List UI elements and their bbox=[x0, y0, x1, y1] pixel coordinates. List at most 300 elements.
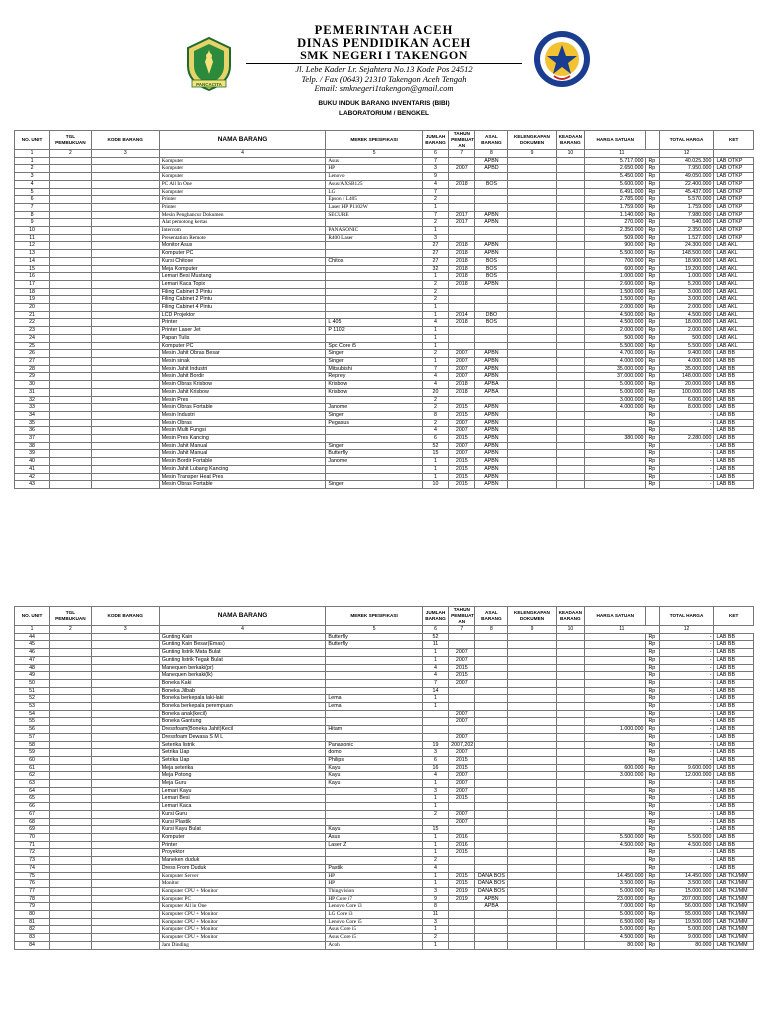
cell-ket: LAB AKL bbox=[714, 288, 754, 296]
cell-tgl bbox=[50, 365, 92, 373]
cell-no: 24 bbox=[15, 334, 50, 342]
cell-merek bbox=[326, 803, 422, 811]
cell-asal bbox=[475, 833, 508, 841]
column-number: 1 bbox=[15, 150, 50, 158]
cell-merek: Philips bbox=[326, 756, 422, 764]
table-row bbox=[15, 157, 754, 165]
table-row bbox=[15, 411, 754, 419]
cell-keadaan bbox=[556, 465, 585, 473]
cell-tahun bbox=[449, 695, 475, 703]
cell-total: 9.000.000 bbox=[659, 934, 714, 942]
cell-ket: LAB BB bbox=[714, 419, 754, 427]
cell-no: 36 bbox=[15, 427, 50, 435]
cell-tahun: 2019 bbox=[449, 895, 475, 903]
cell-tgl bbox=[50, 288, 92, 296]
cell-merek: Kayu bbox=[326, 780, 422, 788]
cell-kelengkapan bbox=[508, 849, 556, 857]
cell-kelengkapan bbox=[508, 211, 556, 219]
cell-kode bbox=[91, 250, 159, 258]
cell-kode bbox=[91, 664, 159, 672]
cell-rp: Rp bbox=[646, 826, 659, 834]
cell-tahun: 2007 bbox=[449, 749, 475, 757]
cell-nama: Boneka Jilbab bbox=[159, 687, 326, 695]
cell-rp: Rp bbox=[646, 795, 659, 803]
cell-merek: Asus bbox=[326, 157, 422, 165]
cell-tahun bbox=[449, 726, 475, 734]
cell-jumlah: 1 bbox=[422, 872, 448, 880]
cell-harga: 4.000.000 bbox=[585, 404, 646, 412]
cell-total: - bbox=[659, 756, 714, 764]
table-row bbox=[15, 849, 754, 857]
cell-jumlah: 1 bbox=[422, 780, 448, 788]
cell-harga bbox=[585, 427, 646, 435]
cell-kode bbox=[91, 365, 159, 373]
cell-no: 56 bbox=[15, 726, 50, 734]
cell-asal bbox=[475, 826, 508, 834]
cell-harga bbox=[585, 695, 646, 703]
table-row bbox=[15, 180, 754, 188]
cell-kode bbox=[91, 481, 159, 489]
cell-tahun bbox=[449, 633, 475, 641]
cell-keadaan bbox=[556, 749, 585, 757]
cell-merek bbox=[326, 288, 422, 296]
cell-ket: LAB TKJ/MM bbox=[714, 934, 754, 942]
cell-tahun: 2007 bbox=[449, 787, 475, 795]
cell-harga bbox=[585, 419, 646, 427]
cell-ket: LAB BB bbox=[714, 641, 754, 649]
cell-merek: HP bbox=[326, 165, 422, 173]
cell-kode bbox=[91, 864, 159, 872]
cell-ket: LAB BB bbox=[714, 741, 754, 749]
col-tgl: TGL PEMBUKUAN bbox=[50, 131, 92, 150]
table-row bbox=[15, 188, 754, 196]
cell-tgl bbox=[50, 458, 92, 466]
cell-ket: LAB BB bbox=[714, 435, 754, 443]
cell-kelengkapan bbox=[508, 250, 556, 258]
cell-keadaan bbox=[556, 234, 585, 242]
cell-kode bbox=[91, 726, 159, 734]
cell-no: 3 bbox=[15, 173, 50, 181]
cell-nama: Printer Laser Jet bbox=[159, 327, 326, 335]
cell-asal: APBN bbox=[475, 280, 508, 288]
cell-kode bbox=[91, 772, 159, 780]
table-row bbox=[15, 810, 754, 818]
cell-merek: Janome bbox=[326, 404, 422, 412]
table-row bbox=[15, 465, 754, 473]
cell-kode bbox=[91, 795, 159, 803]
cell-tahun: 2015 bbox=[449, 849, 475, 857]
cell-nama: Mesin Jahit Bordir bbox=[159, 373, 326, 381]
cell-ket: LAB AKL bbox=[714, 304, 754, 312]
cell-asal bbox=[475, 188, 508, 196]
cell-keadaan bbox=[556, 304, 585, 312]
cell-rp: Rp bbox=[646, 165, 659, 173]
cell-jumlah: 2 bbox=[422, 857, 448, 865]
cell-rp: Rp bbox=[646, 733, 659, 741]
cell-jumlah: 15 bbox=[422, 450, 448, 458]
table-row bbox=[15, 419, 754, 427]
cell-no: 73 bbox=[15, 857, 50, 865]
cell-harga bbox=[585, 465, 646, 473]
table-row bbox=[15, 818, 754, 826]
cell-tgl bbox=[50, 357, 92, 365]
cell-tahun bbox=[449, 342, 475, 350]
cell-kelengkapan bbox=[508, 880, 556, 888]
table-row bbox=[15, 718, 754, 726]
cell-kode bbox=[91, 749, 159, 757]
cell-rp: Rp bbox=[646, 864, 659, 872]
cell-tahun bbox=[449, 641, 475, 649]
cell-merek: Hitam bbox=[326, 726, 422, 734]
cell-total: - bbox=[659, 419, 714, 427]
cell-total: - bbox=[659, 450, 714, 458]
cell-harga: 5.717.000 bbox=[585, 157, 646, 165]
cell-tgl bbox=[50, 833, 92, 841]
cell-tgl bbox=[50, 679, 92, 687]
cell-jumlah: 2 bbox=[422, 419, 448, 427]
cell-harga: 5.000.000 bbox=[585, 388, 646, 396]
col-rp bbox=[646, 131, 659, 150]
cell-no: 51 bbox=[15, 687, 50, 695]
cell-tgl bbox=[50, 165, 92, 173]
cell-kode bbox=[91, 342, 159, 350]
cell-nama: Komputer PC bbox=[159, 895, 326, 903]
cell-asal bbox=[475, 941, 508, 949]
cell-jumlah: 4 bbox=[422, 427, 448, 435]
cell-kode bbox=[91, 764, 159, 772]
cell-nama: Komputer bbox=[159, 188, 326, 196]
cell-asal bbox=[475, 918, 508, 926]
table-2-body bbox=[15, 633, 754, 949]
col-keadaan: KEADAAN BARANG bbox=[556, 607, 585, 626]
cell-merek: Acoh bbox=[326, 941, 422, 949]
cell-kelengkapan bbox=[508, 450, 556, 458]
cell-tahun: 2007 bbox=[449, 810, 475, 818]
cell-total: 1.759.000 bbox=[659, 203, 714, 211]
cell-no: 42 bbox=[15, 473, 50, 481]
cell-tgl bbox=[50, 227, 92, 235]
cell-asal: APBN bbox=[475, 435, 508, 443]
cell-no: 69 bbox=[15, 826, 50, 834]
cell-jumlah: 7 bbox=[422, 157, 448, 165]
cell-nama: Monitor Asus bbox=[159, 242, 326, 250]
cell-no: 16 bbox=[15, 273, 50, 281]
cell-jumlah: 19 bbox=[422, 741, 448, 749]
cell-kelengkapan bbox=[508, 319, 556, 327]
cell-total: 40.025.300 bbox=[659, 157, 714, 165]
table-row bbox=[15, 926, 754, 934]
cell-rp: Rp bbox=[646, 803, 659, 811]
cell-kode bbox=[91, 411, 159, 419]
cell-tgl bbox=[50, 211, 92, 219]
cell-keadaan bbox=[556, 319, 585, 327]
cell-jumlah: 9 bbox=[422, 895, 448, 903]
cell-no: 32 bbox=[15, 396, 50, 404]
cell-kelengkapan bbox=[508, 365, 556, 373]
cell-rp: Rp bbox=[646, 157, 659, 165]
cell-asal bbox=[475, 934, 508, 942]
cell-harga: 2.350.000 bbox=[585, 227, 646, 235]
cell-tgl bbox=[50, 795, 92, 803]
cell-kode bbox=[91, 803, 159, 811]
col-asal: ASAL BARANG bbox=[475, 131, 508, 150]
cell-jumlah: 15 bbox=[422, 826, 448, 834]
cell-harga bbox=[585, 664, 646, 672]
cell-kelengkapan bbox=[508, 756, 556, 764]
cell-nama: Lemari Besi bbox=[159, 795, 326, 803]
cell-kode bbox=[91, 849, 159, 857]
cell-nama: Komputer bbox=[159, 173, 326, 181]
cell-ket: LAB BB bbox=[714, 764, 754, 772]
cell-tgl bbox=[50, 234, 92, 242]
col-harga: HARGA SATUAN bbox=[585, 607, 646, 626]
cell-tgl bbox=[50, 872, 92, 880]
cell-kelengkapan bbox=[508, 741, 556, 749]
cell-rp: Rp bbox=[646, 764, 659, 772]
cell-tahun: 2018 bbox=[449, 242, 475, 250]
cell-tgl bbox=[50, 803, 92, 811]
cell-ket: LAB BB bbox=[714, 465, 754, 473]
cell-merek: SECURE bbox=[326, 211, 422, 219]
cell-keadaan bbox=[556, 803, 585, 811]
cell-harga bbox=[585, 679, 646, 687]
cell-tahun: 2007 bbox=[449, 365, 475, 373]
cell-harga bbox=[585, 780, 646, 788]
cell-ket: LAB AKL bbox=[714, 327, 754, 335]
cell-no: 11 bbox=[15, 234, 50, 242]
cell-asal bbox=[475, 664, 508, 672]
cell-nama: Kursi Chitose bbox=[159, 257, 326, 265]
cell-jumlah: 10 bbox=[422, 481, 448, 489]
cell-kode bbox=[91, 926, 159, 934]
cell-kode bbox=[91, 419, 159, 427]
col-harga: HARGA SATUAN bbox=[585, 131, 646, 150]
cell-kode bbox=[91, 710, 159, 718]
cell-keadaan bbox=[556, 458, 585, 466]
cell-total: - bbox=[659, 465, 714, 473]
cell-rp: Rp bbox=[646, 633, 659, 641]
cell-kelengkapan bbox=[508, 918, 556, 926]
cell-nama: Mesin Obras Fortable bbox=[159, 481, 326, 489]
cell-no: 25 bbox=[15, 342, 50, 350]
cell-tgl bbox=[50, 465, 92, 473]
cell-rp: Rp bbox=[646, 926, 659, 934]
cell-tgl bbox=[50, 473, 92, 481]
cell-merek: Kayu bbox=[326, 826, 422, 834]
cell-harga bbox=[585, 458, 646, 466]
cell-tgl bbox=[50, 173, 92, 181]
cell-no: 72 bbox=[15, 849, 50, 857]
cell-merek: Kayu bbox=[326, 764, 422, 772]
cell-nama: Mesin Pres bbox=[159, 396, 326, 404]
cell-rp: Rp bbox=[646, 741, 659, 749]
cell-rp: Rp bbox=[646, 780, 659, 788]
cell-merek: Lema bbox=[326, 695, 422, 703]
cell-keadaan bbox=[556, 656, 585, 664]
cell-jumlah: 1 bbox=[422, 880, 448, 888]
cell-tgl bbox=[50, 641, 92, 649]
cell-harga: 4.700.000 bbox=[585, 350, 646, 358]
subtitle: LABORATORIUM / BENGKEL bbox=[338, 110, 430, 117]
cell-tahun: 2007 bbox=[449, 780, 475, 788]
cell-keadaan bbox=[556, 396, 585, 404]
cell-total: 1.527.000 bbox=[659, 234, 714, 242]
cell-ket: LAB OTKP bbox=[714, 157, 754, 165]
cell-ket: LAB OTKP bbox=[714, 188, 754, 196]
cell-merek: Butterfly bbox=[326, 641, 422, 649]
cell-nama: Komputer CPU + Monitor bbox=[159, 918, 326, 926]
cell-no: 34 bbox=[15, 411, 50, 419]
cell-kelengkapan bbox=[508, 934, 556, 942]
table-row bbox=[15, 227, 754, 235]
cell-total: 207.000.000 bbox=[659, 895, 714, 903]
cell-rp: Rp bbox=[646, 257, 659, 265]
cell-keadaan bbox=[556, 695, 585, 703]
cell-tahun: 2007 bbox=[449, 450, 475, 458]
cell-keadaan bbox=[556, 718, 585, 726]
cell-total: 3.000.000 bbox=[659, 296, 714, 304]
cell-tgl bbox=[50, 887, 92, 895]
cell-tahun bbox=[449, 334, 475, 342]
cell-kode bbox=[91, 327, 159, 335]
cell-nama: Presentation Remote bbox=[159, 234, 326, 242]
cell-ket: LAB BB bbox=[714, 795, 754, 803]
cell-tahun bbox=[449, 288, 475, 296]
cell-nama: Manequen berkaki(pr) bbox=[159, 664, 326, 672]
cell-asal: APBN bbox=[475, 350, 508, 358]
cell-kode bbox=[91, 887, 159, 895]
cell-rp: Rp bbox=[646, 918, 659, 926]
cell-merek: Asus Core i5 bbox=[326, 926, 422, 934]
cell-keadaan bbox=[556, 672, 585, 680]
cell-no: 61 bbox=[15, 764, 50, 772]
cell-no: 47 bbox=[15, 656, 50, 664]
cell-asal: APBN bbox=[475, 458, 508, 466]
cell-keadaan bbox=[556, 381, 585, 389]
cell-rp: Rp bbox=[646, 273, 659, 281]
cell-tahun bbox=[449, 227, 475, 235]
cell-harga bbox=[585, 749, 646, 757]
column-number: 12 bbox=[659, 150, 714, 158]
cell-keadaan bbox=[556, 473, 585, 481]
cell-nama: Printer bbox=[159, 203, 326, 211]
cell-jumlah: 4 bbox=[422, 319, 448, 327]
cell-ket: LAB OTKP bbox=[714, 180, 754, 188]
cell-no: 9 bbox=[15, 219, 50, 227]
cell-keadaan bbox=[556, 941, 585, 949]
cell-harga bbox=[585, 733, 646, 741]
gov-name: PEMERINTAH ACEH bbox=[314, 23, 454, 37]
col-tahun: TAHUN PEMBUAT AN bbox=[449, 607, 475, 626]
cell-keadaan bbox=[556, 242, 585, 250]
cell-jumlah bbox=[422, 726, 448, 734]
cell-total: - bbox=[659, 679, 714, 687]
cell-ket: LAB BB bbox=[714, 687, 754, 695]
cell-jumlah: 27 bbox=[422, 242, 448, 250]
cell-jumlah: 16 bbox=[422, 764, 448, 772]
cell-merek: Singer bbox=[326, 357, 422, 365]
cell-no: 81 bbox=[15, 918, 50, 926]
cell-asal bbox=[475, 764, 508, 772]
cell-total: - bbox=[659, 473, 714, 481]
cell-tahun: 2014 bbox=[449, 311, 475, 319]
cell-kode bbox=[91, 733, 159, 741]
cell-total: 5.200.000 bbox=[659, 280, 714, 288]
cell-jumlah: 20 bbox=[422, 388, 448, 396]
cell-tgl bbox=[50, 703, 92, 711]
cell-total: 19.500.000 bbox=[659, 918, 714, 926]
cell-nama: Mesin Jahit Industri bbox=[159, 365, 326, 373]
cell-jumlah: 2 bbox=[422, 404, 448, 412]
cell-harga: 3.500.000 bbox=[585, 880, 646, 888]
cell-ket: LAB AKL bbox=[714, 319, 754, 327]
cell-ket: LAB BB bbox=[714, 841, 754, 849]
cell-kelengkapan bbox=[508, 795, 556, 803]
cell-asal bbox=[475, 810, 508, 818]
cell-jumlah: 32 bbox=[422, 265, 448, 273]
cell-jumlah: 1 bbox=[422, 841, 448, 849]
table-row bbox=[15, 404, 754, 412]
cell-merek bbox=[326, 849, 422, 857]
cell-jumlah: 52 bbox=[422, 633, 448, 641]
cell-rp: Rp bbox=[646, 296, 659, 304]
cell-no: 66 bbox=[15, 803, 50, 811]
cell-total: - bbox=[659, 481, 714, 489]
cell-rp: Rp bbox=[646, 373, 659, 381]
cell-kode bbox=[91, 165, 159, 173]
cell-merek: Reprey bbox=[326, 373, 422, 381]
col-keadaan: KEADAAN BARANG bbox=[556, 131, 585, 150]
cell-jumlah: 2 bbox=[422, 219, 448, 227]
cell-tahun: 2016 bbox=[449, 841, 475, 849]
cell-asal bbox=[475, 718, 508, 726]
cell-no: 38 bbox=[15, 442, 50, 450]
cell-asal bbox=[475, 703, 508, 711]
school-address: Jl. Lebe Kader Lr. Sejahtera No.13 Kode Pos 24512 bbox=[295, 64, 473, 74]
cell-nama: Meja Potong bbox=[159, 772, 326, 780]
cell-merek: Singer bbox=[326, 481, 422, 489]
table-row bbox=[15, 787, 754, 795]
cell-ket: LAB OTKP bbox=[714, 211, 754, 219]
cell-asal bbox=[475, 672, 508, 680]
cell-jumlah: 9 bbox=[422, 173, 448, 181]
cell-rp: Rp bbox=[646, 396, 659, 404]
table-row bbox=[15, 756, 754, 764]
cell-merek: Singer bbox=[326, 411, 422, 419]
cell-kelengkapan bbox=[508, 342, 556, 350]
cell-no: 21 bbox=[15, 311, 50, 319]
cell-harga bbox=[585, 442, 646, 450]
cell-total: 80.000 bbox=[659, 941, 714, 949]
cell-ket: LAB AKL bbox=[714, 280, 754, 288]
cell-ket: LAB AKL bbox=[714, 250, 754, 258]
cell-total: - bbox=[659, 641, 714, 649]
cell-nama: Proyektor bbox=[159, 849, 326, 857]
cell-rp: Rp bbox=[646, 180, 659, 188]
cell-rp: Rp bbox=[646, 381, 659, 389]
cell-kelengkapan bbox=[508, 165, 556, 173]
cell-rp: Rp bbox=[646, 672, 659, 680]
cell-harga bbox=[585, 756, 646, 764]
cell-jumlah: 1 bbox=[422, 803, 448, 811]
cell-kelengkapan bbox=[508, 311, 556, 319]
cell-tahun: 2015 bbox=[449, 404, 475, 412]
cell-no: 26 bbox=[15, 350, 50, 358]
cell-tahun: 2015 bbox=[449, 672, 475, 680]
cell-no: 80 bbox=[15, 911, 50, 919]
cell-total: 4.500.000 bbox=[659, 841, 714, 849]
cell-nama: Boneka berkepala perempuan bbox=[159, 703, 326, 711]
